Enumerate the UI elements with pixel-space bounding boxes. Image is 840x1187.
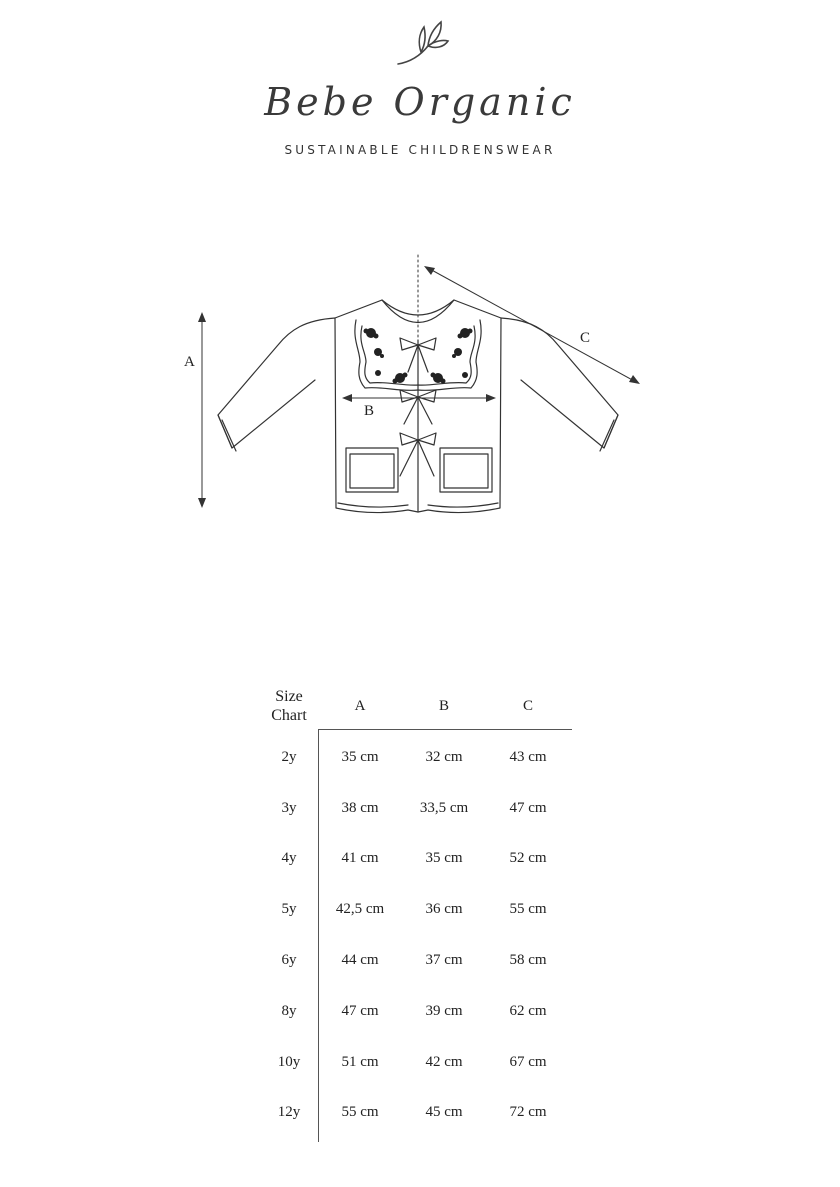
column-header-c: C — [522, 697, 533, 714]
value-cell-c: 62 cm — [509, 1002, 547, 1019]
value-cell-c: 43 cm — [509, 748, 547, 765]
dimension-label-c: C — [580, 330, 591, 346]
size-chart-header-line-2: Chart — [271, 707, 307, 724]
size-cell: 6y — [281, 952, 297, 969]
table-row — [260, 783, 570, 834]
size-cell: 12y — [277, 1104, 301, 1121]
table-row — [260, 884, 570, 935]
value-cell-a: 38 cm — [341, 799, 379, 816]
value-cell-c: 72 cm — [509, 1104, 547, 1121]
value-cell-a: 42,5 cm — [335, 901, 385, 918]
value-cell-b: 37 cm — [425, 952, 463, 969]
leaf-sprig-icon — [0, 0, 840, 80]
column-header-a: A — [354, 697, 366, 714]
brand-logo — [0, 0, 840, 170]
value-cell-a: 51 cm — [341, 1053, 379, 1070]
value-cell-a: 44 cm — [341, 952, 379, 969]
value-cell-a: 47 cm — [341, 1002, 379, 1019]
dimension-label-b: B — [364, 403, 375, 419]
table-row — [260, 1088, 570, 1139]
table-row — [260, 834, 570, 885]
value-cell-b: 35 cm — [425, 850, 463, 867]
size-chart-header-line-1: Size — [275, 688, 303, 705]
value-cell-a: 41 cm — [341, 850, 379, 867]
value-cell-b: 42 cm — [425, 1053, 463, 1070]
size-chart-header-size — [260, 684, 318, 728]
value-cell-c: 47 cm — [509, 799, 547, 816]
value-cell-b: 32 cm — [425, 748, 463, 765]
value-cell-c: 52 cm — [509, 850, 547, 867]
value-cell-b: 39 cm — [425, 1002, 463, 1019]
brand-tagline: SUSTAINABLE CHILDRENSWEAR — [284, 143, 556, 157]
value-cell-c: 67 cm — [509, 1053, 547, 1070]
brand-name: Bebe Organic — [264, 80, 576, 124]
value-cell-b: 36 cm — [425, 901, 463, 918]
size-cell: 8y — [281, 1002, 297, 1019]
size-chart-table — [260, 684, 570, 1138]
column-header-b: B — [438, 697, 449, 714]
table-row — [260, 935, 570, 986]
size-cell: 3y — [281, 799, 297, 816]
size-cell: 4y — [281, 850, 297, 867]
value-cell-b: 33,5 cm — [419, 799, 469, 816]
value-cell-c: 58 cm — [509, 952, 547, 969]
jacket-diagram — [150, 245, 670, 545]
table-row — [260, 1037, 570, 1088]
size-cell: 2y — [281, 748, 297, 765]
table-row — [260, 986, 570, 1037]
value-cell-c: 55 cm — [509, 901, 547, 918]
table-row — [260, 728, 570, 783]
size-chart-header-row — [260, 684, 570, 728]
size-cell: 10y — [277, 1053, 301, 1070]
value-cell-b: 45 cm — [425, 1104, 463, 1121]
size-cell: 5y — [281, 901, 297, 918]
value-cell-a: 35 cm — [341, 748, 379, 765]
dimension-label-a: A — [184, 354, 195, 370]
value-cell-a: 55 cm — [341, 1104, 379, 1121]
